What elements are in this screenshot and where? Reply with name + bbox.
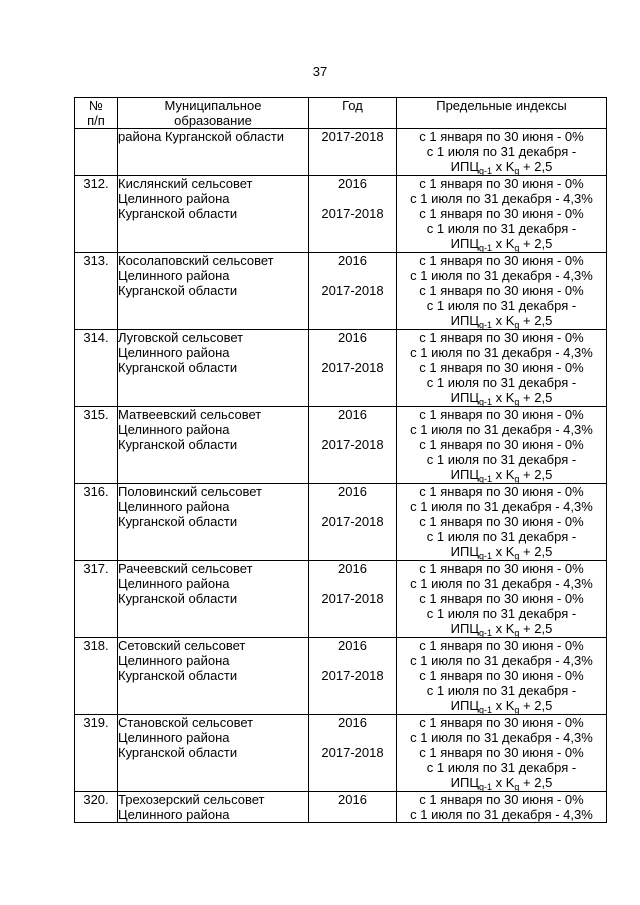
cell-year	[309, 715, 397, 792]
header-num-line2: п/п	[87, 113, 105, 128]
row-p4: с 1 июля по 31 декабря -	[426, 606, 577, 621]
row-name3: Курганской области	[118, 437, 238, 452]
formula-c: + 2,5	[519, 698, 553, 713]
row-num: 315.	[83, 407, 109, 422]
formula	[397, 159, 606, 175]
formula-b: x K	[492, 159, 515, 174]
cell-year	[309, 330, 397, 407]
row-p4: с 1 июля по 31 декабря -	[426, 375, 577, 390]
row-year1: 2016	[338, 330, 367, 345]
formula-a: ИПЦ	[450, 775, 479, 790]
formula-b: x K	[492, 544, 515, 559]
row-name1: Матвеевский сельсовет	[118, 407, 262, 422]
header-name-line2: образование	[174, 113, 252, 128]
formula-b: x K	[492, 775, 515, 790]
row-num: 319.	[83, 715, 109, 730]
formula-a-sub: g-1	[478, 705, 492, 715]
formula-c: + 2,5	[519, 544, 553, 559]
cell-year	[309, 129, 397, 176]
row-year2: 2017-2018	[321, 745, 384, 760]
row-name2: Целинного района	[118, 653, 230, 668]
cell-num	[75, 561, 118, 638]
cell-municipality	[118, 253, 309, 330]
row-p4: с 1 июля по 31 декабря -	[426, 683, 577, 698]
formula	[397, 236, 606, 252]
row-name2: Целинного района	[118, 268, 230, 283]
cell-indices	[397, 792, 607, 823]
row-p1: с 1 января по 30 июня - 0%	[419, 638, 584, 653]
row-name3: Курганской области	[118, 591, 238, 606]
formula	[397, 467, 606, 483]
formula-a-sub: g-1	[478, 397, 492, 407]
table-row	[75, 715, 607, 792]
formula-a-sub: g-1	[478, 166, 492, 176]
row-p2: с 1 июля по 31 декабря - 4,3%	[410, 345, 593, 360]
table-row	[75, 330, 607, 407]
formula-b-sub: g	[514, 243, 520, 253]
row-name2: Целинного района	[118, 576, 230, 591]
formula-a-sub: g-1	[478, 551, 492, 561]
row-name1: Становской сельсовет	[118, 715, 254, 730]
row-year1: 2016	[338, 715, 367, 730]
row-year2: 2017-2018	[321, 206, 384, 221]
formula-b-sub: g	[514, 397, 520, 407]
cell-year	[309, 561, 397, 638]
formula-a-sub: g-1	[478, 243, 492, 253]
row-name2: Целинного района	[118, 422, 230, 437]
row-p2: с 1 июля по 31 декабря - 4,3%	[410, 730, 593, 745]
row-p2: с 1 июля по 31 декабря - 4,3%	[410, 807, 593, 822]
header-num	[75, 98, 118, 129]
table-header-row	[75, 98, 607, 129]
formula-b-sub: g	[514, 166, 520, 176]
header-municipality	[118, 98, 309, 129]
formula-a: ИПЦ	[450, 390, 479, 405]
row-p2: с 1 июля по 31 декабря - 4,3%	[410, 576, 593, 591]
formula-b-sub: g	[514, 628, 520, 638]
formula	[397, 621, 606, 637]
row-year2: 2017-2018	[321, 514, 384, 529]
row-year1: 2016	[338, 792, 367, 807]
header-name-line1: Муниципальное	[164, 98, 262, 113]
row-p4: с 1 июля по 31 декабря -	[426, 221, 577, 236]
formula	[397, 390, 606, 406]
row-p1: с 1 января по 30 июня - 0%	[419, 561, 584, 576]
formula-c: + 2,5	[519, 313, 553, 328]
formula-c: + 2,5	[519, 775, 553, 790]
formula-a-sub: g-1	[478, 628, 492, 638]
row-year2: 2017-2018	[321, 668, 384, 683]
cell-indices	[397, 715, 607, 792]
row-p2: с 1 июля по 31 декабря - 4,3%	[410, 191, 593, 206]
row-name2: Целинного района	[118, 730, 230, 745]
formula-b: x K	[492, 698, 515, 713]
formula	[397, 313, 606, 329]
cell-municipality	[118, 129, 309, 176]
formula-b-sub: g	[514, 782, 520, 792]
cell-num	[75, 176, 118, 253]
formula-b: x K	[492, 621, 515, 636]
row-name1: Рачеевский сельсовет	[118, 561, 253, 576]
row-name3: Курганской области	[118, 745, 238, 760]
row-p1: с 1 января по 30 июня - 0%	[419, 330, 584, 345]
row-name2: Целинного района	[118, 499, 230, 514]
formula-a: ИПЦ	[450, 621, 479, 636]
row-name1: Косолаповский сельсовет	[118, 253, 274, 268]
row-p3: с 1 января по 30 июня - 0%	[419, 668, 584, 683]
row-p3: с 1 января по 30 июня - 0%	[419, 591, 584, 606]
cell-municipality	[118, 484, 309, 561]
row-p2: с 1 июля по 31 декабря - 4,3%	[410, 422, 593, 437]
formula-c: + 2,5	[519, 390, 553, 405]
formula-a: ИПЦ	[450, 698, 479, 713]
table-row	[75, 484, 607, 561]
cell-num	[75, 253, 118, 330]
cell-num	[75, 330, 118, 407]
cell-municipality	[118, 407, 309, 484]
cell-municipality	[118, 176, 309, 253]
row-name3: Курганской области	[118, 360, 238, 375]
row-name1: Половинский сельсовет	[118, 484, 262, 499]
formula-b-sub: g	[514, 551, 520, 561]
row-name3: Курганской области	[118, 283, 238, 298]
row-p3: с 1 января по 30 июня - 0%	[419, 360, 584, 375]
row-p3: с 1 января по 30 июня - 0%	[419, 283, 584, 298]
cell-indices	[397, 253, 607, 330]
continuation-name: района Курганской области	[118, 129, 285, 144]
row-num: 316.	[83, 484, 109, 499]
row-year1: 2016	[338, 407, 367, 422]
continuation-idx1: с 1 января по 30 июня - 0%	[419, 129, 584, 144]
cell-num	[75, 792, 118, 823]
page-number: 37	[312, 64, 328, 79]
formula-c: + 2,5	[519, 621, 553, 636]
row-p1: с 1 января по 30 июня - 0%	[419, 792, 584, 807]
formula-a-sub: g-1	[478, 320, 492, 330]
row-p1: с 1 января по 30 июня - 0%	[419, 407, 584, 422]
table-row-continuation	[75, 129, 607, 176]
cell-municipality	[118, 792, 309, 823]
row-year1: 2016	[338, 638, 367, 653]
row-p4: с 1 июля по 31 декабря -	[426, 760, 577, 775]
cell-municipality	[118, 715, 309, 792]
formula-a: ИПЦ	[450, 159, 479, 174]
formula	[397, 775, 606, 791]
header-indices	[397, 98, 607, 129]
table-row	[75, 253, 607, 330]
cell-municipality	[118, 561, 309, 638]
formula-c: + 2,5	[519, 467, 553, 482]
row-p1: с 1 января по 30 июня - 0%	[419, 715, 584, 730]
formula	[397, 698, 606, 714]
formula-b: x K	[492, 467, 515, 482]
formula-a: ИПЦ	[450, 313, 479, 328]
formula-a: ИПЦ	[450, 236, 479, 251]
cell-year	[309, 253, 397, 330]
row-year2: 2017-2018	[321, 283, 384, 298]
table-row	[75, 176, 607, 253]
formula-b: x K	[492, 313, 515, 328]
formula-a: ИПЦ	[450, 544, 479, 559]
row-num: 320.	[83, 792, 109, 807]
table-row-last	[75, 792, 607, 823]
cell-indices	[397, 330, 607, 407]
row-name3: Курганской области	[118, 206, 238, 221]
row-year1: 2016	[338, 253, 367, 268]
formula-c: + 2,5	[519, 159, 553, 174]
formula-a-sub: g-1	[478, 782, 492, 792]
formula-a-sub: g-1	[478, 474, 492, 484]
row-num: 314.	[83, 330, 109, 345]
header-indices-label: Предельные индексы	[436, 98, 567, 113]
cell-year	[309, 792, 397, 823]
row-name2: Целинного района	[118, 345, 230, 360]
table-row	[75, 561, 607, 638]
continuation-idx2: с 1 июля по 31 декабря -	[426, 144, 577, 159]
row-p3: с 1 января по 30 июня - 0%	[419, 745, 584, 760]
formula	[397, 544, 606, 560]
continuation-year: 2017-2018	[321, 129, 384, 144]
cell-indices	[397, 561, 607, 638]
row-name1: Трехозерский сельсовет	[118, 792, 265, 807]
row-p1: с 1 января по 30 июня - 0%	[419, 253, 584, 268]
row-num: 317.	[83, 561, 109, 576]
cell-year	[309, 638, 397, 715]
cell-year	[309, 484, 397, 561]
row-p2: с 1 июля по 31 декабря - 4,3%	[410, 653, 593, 668]
row-year2: 2017-2018	[321, 591, 384, 606]
cell-num	[75, 715, 118, 792]
formula-b: x K	[492, 236, 515, 251]
row-p2: с 1 июля по 31 декабря - 4,3%	[410, 499, 593, 514]
row-p3: с 1 января по 30 июня - 0%	[419, 206, 584, 221]
cell-indices	[397, 176, 607, 253]
cell-indices	[397, 484, 607, 561]
row-year1: 2016	[338, 561, 367, 576]
row-p4: с 1 июля по 31 декабря -	[426, 452, 577, 467]
row-p1: с 1 января по 30 июня - 0%	[419, 176, 584, 191]
cell-num	[75, 484, 118, 561]
header-year	[309, 98, 397, 129]
header-year-label: Год	[342, 98, 363, 113]
row-p2: с 1 июля по 31 декабря - 4,3%	[410, 268, 593, 283]
formula-b-sub: g	[514, 320, 520, 330]
row-p3: с 1 января по 30 июня - 0%	[419, 514, 584, 529]
row-p1: с 1 января по 30 июня - 0%	[419, 484, 584, 499]
table-row	[75, 407, 607, 484]
row-name2: Целинного района	[118, 807, 230, 822]
cell-year	[309, 176, 397, 253]
row-name3: Курганской области	[118, 668, 238, 683]
row-name1: Кислянский сельсовет	[118, 176, 253, 191]
tariff-index-table	[74, 97, 607, 823]
row-p4: с 1 июля по 31 декабря -	[426, 529, 577, 544]
cell-indices	[397, 129, 607, 176]
row-year1: 2016	[338, 176, 367, 191]
cell-municipality	[118, 638, 309, 715]
cell-municipality	[118, 330, 309, 407]
row-num: 313.	[83, 253, 109, 268]
row-name1: Луговской сельсовет	[118, 330, 244, 345]
row-year2: 2017-2018	[321, 437, 384, 452]
header-num-line1: №	[89, 98, 103, 113]
cell-num	[75, 407, 118, 484]
formula-b: x K	[492, 390, 515, 405]
cell-indices	[397, 407, 607, 484]
row-name1: Сетовский сельсовет	[118, 638, 246, 653]
formula-b-sub: g	[514, 474, 520, 484]
row-p4: с 1 июля по 31 декабря -	[426, 298, 577, 313]
row-name2: Целинного района	[118, 191, 230, 206]
table-row	[75, 638, 607, 715]
formula-a: ИПЦ	[450, 467, 479, 482]
cell-num	[75, 129, 118, 176]
formula-c: + 2,5	[519, 236, 553, 251]
row-year2: 2017-2018	[321, 360, 384, 375]
row-name3: Курганской области	[118, 514, 238, 529]
row-year1: 2016	[338, 484, 367, 499]
cell-year	[309, 407, 397, 484]
formula-b-sub: g	[514, 705, 520, 715]
row-num: 318.	[83, 638, 109, 653]
cell-indices	[397, 638, 607, 715]
cell-num	[75, 638, 118, 715]
row-num: 312.	[83, 176, 109, 191]
row-p3: с 1 января по 30 июня - 0%	[419, 437, 584, 452]
